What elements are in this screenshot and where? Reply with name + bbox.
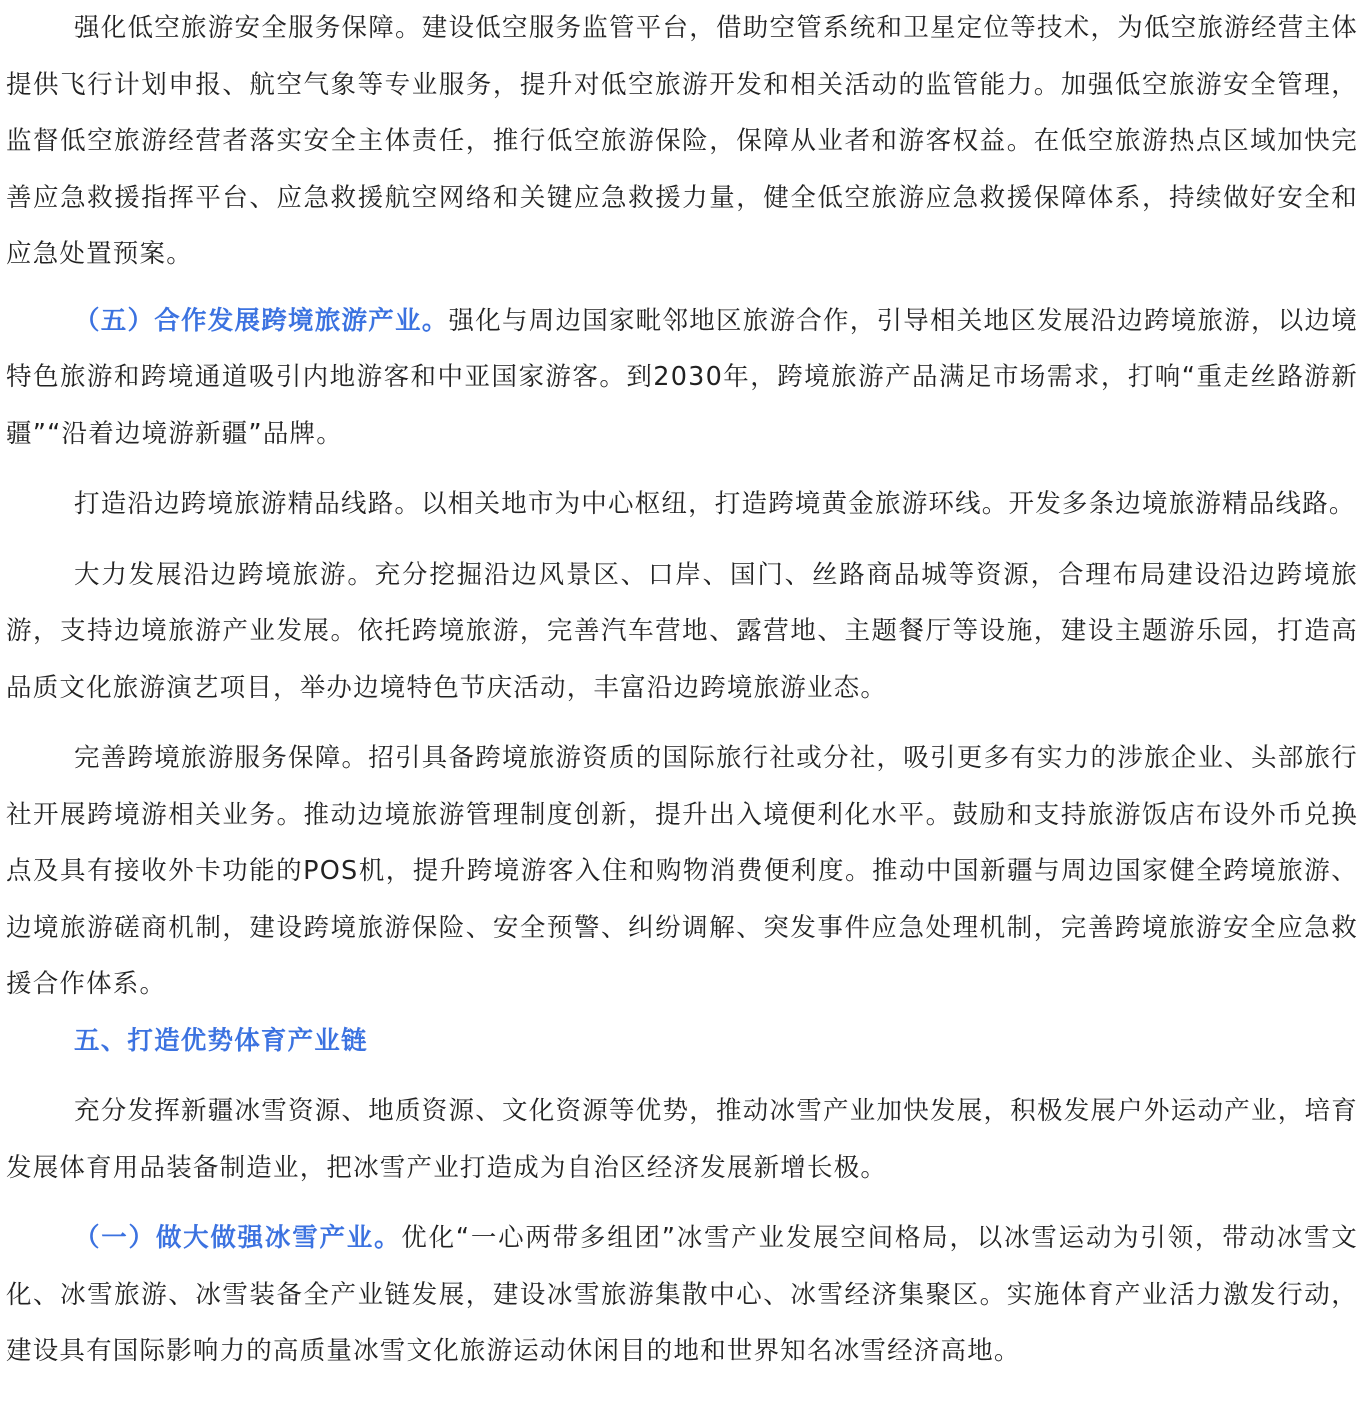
- paragraph-sports-overview: 充分发挥新疆冰雪资源、地质资源、文化资源等优势，推动冰雪产业加快发展，积极发展户外运动产业，培育发展体育用品装备制造业，把冰雪产业打造成为自治区经济发展新增长极。: [6, 1096, 1358, 1183]
- paragraph-border-routes: 打造沿边跨境旅游精品线路。以相关地市为中心枢纽，打造跨境黄金旅游环线。开发多条边境旅游精品线路。: [74, 489, 1356, 519]
- paragraph-low-altitude-safety: 强化低空旅游安全服务保障。建设低空服务监管平台，借助空管系统和卫星定位等技术，为低空旅游经营主体提供飞行计划申报、航空气象等专业服务，提升对低空旅游开发和相关活动的监管能力。加强低空旅游安全管理，监督低空旅游经营者落实安全主体责任，推行低空旅游保险，保障从业者和游客权益。在低空旅游热点区域加快完善应急救援指挥平台、应急救援航空网络和关键应急救援力量，健全低空旅游应急救援保障体系，持续做好安全和应急处置预案。: [6, 13, 1358, 269]
- section-lead-ice-snow: （一）做大做强冰雪产业。: [74, 1223, 402, 1253]
- paragraph-develop-border-tourism: 大力发展沿边跨境旅游。充分挖掘沿边风景区、口岸、国门、丝路商品城等资源，合理布局建设沿边跨境旅游，支持边境旅游产业发展。依托跨境旅游，完善汽车营地、露营地、主题餐厅等设施，建设主题游乐园，打造高品质文化旅游演艺项目，举办边境特色节庆活动，丰富沿边跨境旅游业态。: [6, 559, 1358, 703]
- document-body: [6, 0, 1358, 1380]
- paragraph-ice-snow-industry: [6, 1210, 1358, 1380]
- paragraph-cross-border-service: 完善跨境旅游服务保障。招引具备跨境旅游资质的国际旅行社或分社，吸引更多有实力的涉旅企业、头部旅行社开展跨境游相关业务。推动边境旅游管理制度创新，提升出入境便利化水平。鼓励和支持旅游饭店布设外币兑换点及具有接收外卡功能的POS机，提升跨境游客入住和购物消费便利度。推动中国新疆与周边国家健全跨境旅游、边境旅游磋商机制，建设跨境旅游保险、安全预警、纠纷调解、突发事件应急处理机制，完善跨境旅游安全应急救援合作体系。: [6, 743, 1358, 999]
- paragraph-body-text: 强化与周边国家毗邻地区旅游合作，引导相关地区发展沿边跨境旅游，以边境特色旅游和跨境通道吸引内地游客和中亚国家游客。到2030年，跨境旅游产品满足市场需求，打响“重走丝路游新疆”“沿着边境游新疆”品牌。: [6, 305, 1358, 449]
- section-heading-sports-industry: 五、打造优势体育产业链: [74, 1025, 368, 1056]
- paragraph-body-text: 优化“一心两带多组团”冰雪产业发展空间格局，以冰雪运动为引领，带动冰雪文化、冰雪旅游、冰雪装备全产业链发展，建设冰雪旅游集散中心、冰雪经济集聚区。实施体育产业活力激发行动，建设具有国际影响力的高质量冰雪文化旅游运动休闲目的地和世界知名冰雪经济高地。: [6, 1223, 1359, 1366]
- section-lead-cross-border: （五）合作发展跨境旅游产业。: [74, 305, 449, 336]
- paragraph-cross-border-tourism: [6, 293, 1358, 463]
